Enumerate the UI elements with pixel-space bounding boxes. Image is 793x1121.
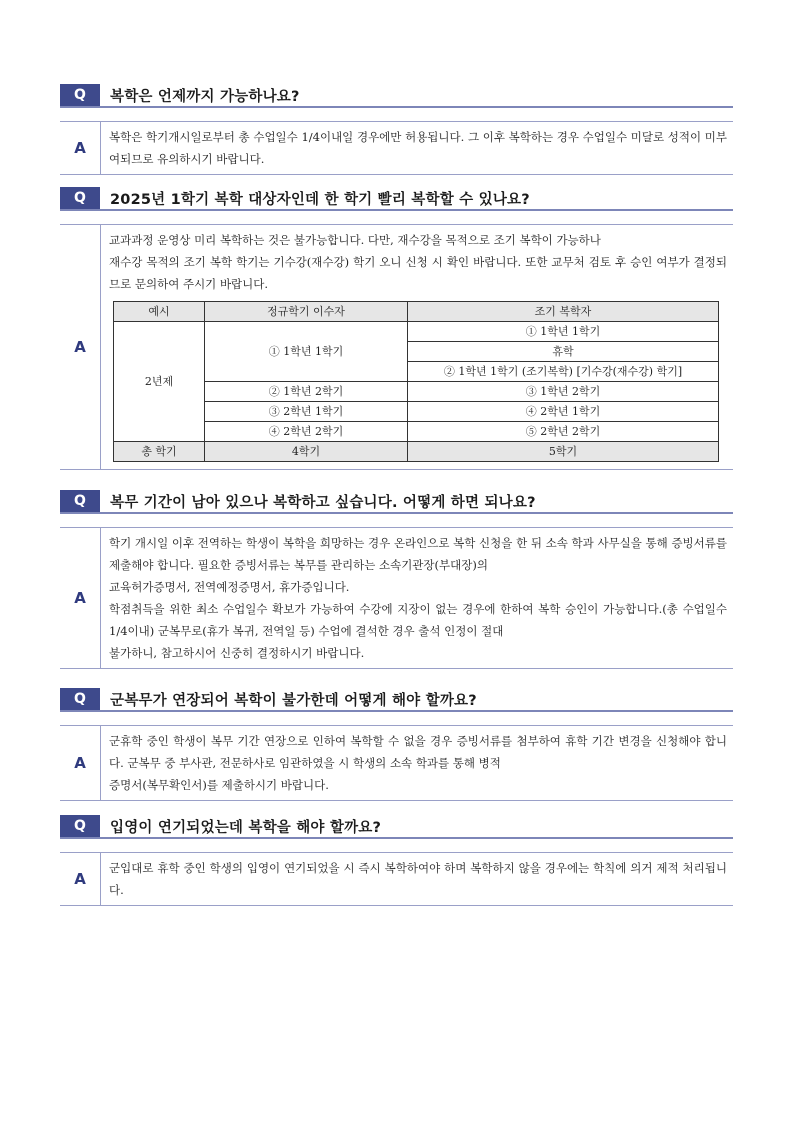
faq-item-4 bbox=[60, 688, 733, 801]
table-header-row bbox=[114, 302, 719, 322]
table-cell: ④ 2학년 1학기 bbox=[408, 402, 719, 422]
table-total-row bbox=[114, 442, 719, 462]
answer-body bbox=[101, 122, 733, 174]
answer-badge: A bbox=[60, 853, 101, 905]
table-cell: ⑤ 2학년 2학기 bbox=[408, 422, 719, 442]
faq-item-1 bbox=[60, 84, 733, 175]
table-cell: ③ 2학년 1학기 bbox=[205, 402, 408, 422]
table-row bbox=[114, 382, 719, 402]
answer-paragraph: 학점취득을 위한 최소 수업일수 확보가 가능하여 수강에 지장이 없는 경우에 한하여 복학 승인이 가능합니다.(총 수업일수 1/4이내) 군복무로(휴가 복귀, 전역일 등) 수업에 결석한 경우 출석 인정이 절대 bbox=[109, 602, 727, 638]
question-row bbox=[60, 490, 733, 514]
answer-row bbox=[60, 527, 733, 669]
table-header-cell: 예시 bbox=[114, 302, 205, 322]
answer-paragraph: 군휴학 중인 학생이 복무 기간 연장으로 인하여 복학할 수 없을 경우 증빙서류를 첨부하여 휴학 기간 변경을 신청해야 합니다. 군복무 중 부사관, 전문하사로 임관하였을 시 학생의 소속 학과를 통해 병적 bbox=[109, 734, 727, 770]
table-cell: 5학기 bbox=[408, 442, 719, 462]
question-text: 입영이 연기되었는데 복학을 해야 할까요? bbox=[110, 819, 382, 836]
table-cell: 총 학기 bbox=[114, 442, 205, 462]
answer-row bbox=[60, 121, 733, 175]
answer-badge: A bbox=[60, 225, 101, 469]
answer-body bbox=[101, 853, 733, 905]
question-row bbox=[60, 187, 733, 211]
answer-paragraph: 학기 개시일 이후 전역하는 학생이 복학을 희망하는 경우 온라인으로 복학 신청을 한 뒤 소속 학과 사무실을 통해 증빙서류를 제출해야 합니다. 필요한 증빙서류는 복무를 관리하는 소속기관장(부대장)의 bbox=[109, 536, 727, 572]
answer-paragraph: 교육허가증명서, 전역예정증명서, 휴가증입니다. bbox=[109, 580, 350, 594]
table-cell: 4학기 bbox=[205, 442, 408, 462]
answer-paragraph: 재수강 목적의 조기 복학 학기는 기수강(재수강) 학기 오니 신청 시 확인 바랍니다. 또한 교무처 검토 후 승인 여부가 결정되므로 문의하여 주시기 바랍니다. bbox=[109, 255, 727, 291]
answer-row bbox=[60, 852, 733, 906]
table-cell: ④ 2학년 2학기 bbox=[205, 422, 408, 442]
question-badge: Q bbox=[60, 815, 100, 837]
question-badge: Q bbox=[60, 187, 100, 209]
answer-paragraph: 군입대로 휴학 중인 학생의 입영이 연기되었을 시 즉시 복학하여야 하며 복학하지 않을 경우에는 학칙에 의거 제적 처리됩니다. bbox=[109, 861, 727, 897]
table-cell: 휴학 bbox=[408, 342, 719, 362]
semester-table bbox=[113, 301, 719, 462]
table-header-cell: 조기 복학자 bbox=[408, 302, 719, 322]
answer-row bbox=[60, 725, 733, 801]
table-row bbox=[114, 402, 719, 422]
table-row bbox=[114, 322, 719, 342]
answer-paragraph: 불가하니, 참고하시어 신중히 결정하시기 바랍니다. bbox=[109, 646, 365, 660]
table-cell: ① 1학년 1학기 bbox=[408, 322, 719, 342]
question-row bbox=[60, 688, 733, 712]
table-group-label: 2년제 bbox=[114, 322, 205, 442]
answer-paragraph: 복학은 학기개시일로부터 총 수업일수 1/4이내일 경우에만 허용됩니다. 그 이후 복학하는 경우 수업일수 미달로 성적이 미부여되므로 유의하시기 바랍니다. bbox=[109, 130, 727, 166]
answer-paragraph: 증명서(복무확인서)를 제출하시기 바랍니다. bbox=[109, 778, 329, 792]
answer-row bbox=[60, 224, 733, 470]
table-cell: ① 1학년 1학기 bbox=[205, 322, 408, 382]
question-row bbox=[60, 815, 733, 839]
question-text: 복학은 언제까지 가능하나요? bbox=[110, 88, 300, 105]
faq-item-3 bbox=[60, 490, 733, 669]
answer-body bbox=[101, 225, 733, 469]
answer-body bbox=[101, 726, 733, 800]
question-badge: Q bbox=[60, 688, 100, 710]
question-badge: Q bbox=[60, 84, 100, 106]
answer-badge: A bbox=[60, 726, 101, 800]
table-cell: ③ 1학년 2학기 bbox=[408, 382, 719, 402]
question-text: 군복무가 연장되어 복학이 불가한데 어떻게 해야 할까요? bbox=[110, 692, 477, 709]
answer-badge: A bbox=[60, 528, 101, 668]
answer-body bbox=[101, 528, 733, 668]
faq-item-5 bbox=[60, 815, 733, 906]
question-text: 2025년 1학기 복학 대상자인데 한 학기 빨리 복학할 수 있나요? bbox=[110, 191, 530, 208]
answer-badge: A bbox=[60, 122, 101, 174]
question-badge: Q bbox=[60, 490, 100, 512]
question-row bbox=[60, 84, 733, 108]
question-text: 복무 기간이 남아 있으나 복학하고 싶습니다. 어떻게 하면 되나요? bbox=[110, 494, 536, 511]
table-cell: ② 1학년 2학기 bbox=[205, 382, 408, 402]
table-row bbox=[114, 422, 719, 442]
table-header-cell: 정규학기 이수자 bbox=[205, 302, 408, 322]
faq-item-2 bbox=[60, 187, 733, 470]
answer-paragraph: 교과과정 운영상 미리 복학하는 것은 불가능합니다. 다만, 재수강을 목적으로 조기 복학이 가능하나 bbox=[109, 233, 601, 247]
table-cell: ② 1학년 1학기 (조기복학) [기수강(재수강) 학기] bbox=[408, 362, 719, 382]
